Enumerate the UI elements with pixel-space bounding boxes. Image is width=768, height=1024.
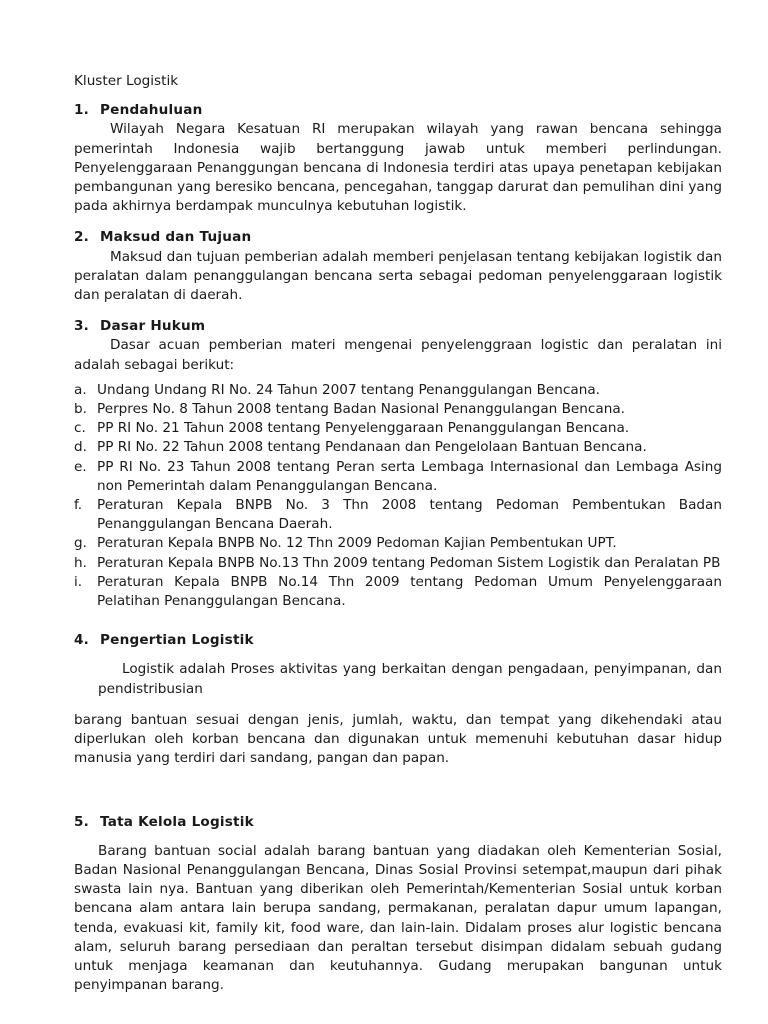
section-title: Maksud dan Tujuan — [100, 229, 252, 246]
section-number: 5. — [74, 813, 90, 830]
list-item — [74, 573, 722, 611]
list-marker: a. — [74, 381, 87, 398]
paragraph: Dasar acuan pemberian materi mengenai penyelenggraan logistic dan peralatan ini adalah sebagai berikut: — [74, 337, 722, 373]
document-title: Kluster Logistik — [74, 73, 179, 89]
section-number: 3. — [74, 318, 90, 335]
section-title: Tata Kelola Logistik — [100, 813, 254, 830]
section-heading — [74, 101, 722, 120]
list-item — [74, 496, 722, 534]
list-item-text: PP RI No. 21 Tahun 2008 tentang Penyelenggaraan Penanggulangan Bencana. — [97, 420, 630, 437]
section-heading — [74, 631, 722, 650]
paragraph: Logistik adalah Proses aktivitas yang berkaitan dengan pengadaan, penyimpanan, dan pendistribusian — [98, 661, 722, 697]
section-heading — [74, 228, 722, 247]
list-marker: h. — [74, 554, 87, 571]
section-number: 1. — [74, 102, 90, 119]
section-heading — [74, 813, 722, 832]
list-item-text: Perpres No. 8 Tahun 2008 tentang Badan Nasional Penanggulangan Bencana. — [97, 401, 625, 418]
list-item — [74, 554, 722, 573]
section-title: Pengertian Logistik — [100, 632, 254, 649]
list-item-text: PP RI No. 23 Tahun 2008 tentang Peran serta Lembaga Internasional dan Lembaga Asing non Pemerintah dalam Penanggulangan Bencana. — [97, 458, 722, 494]
paragraph: Maksud dan tujuan pemberian adalah memberi penjelasan tentang kebijakan logistik dan peralatan dalam penanggulangan bencana serta sebagai pedoman penyelenggaraan logistik dan peralatan di daerah. — [74, 248, 722, 304]
list-item — [74, 419, 722, 438]
section-maksud-tujuan — [74, 228, 722, 305]
list-item-text: Peraturan Kepala BNPB No. 12 Thn 2009 Pedoman Kajian Pembentukan UPT. — [97, 535, 617, 552]
list-item — [74, 381, 722, 400]
section-dasar-hukum — [74, 317, 722, 611]
list-marker: b. — [74, 401, 87, 418]
list-marker: i. — [74, 573, 83, 590]
section-pengertian-logistik — [74, 631, 722, 768]
list-item-text: Peraturan Kepala BNPB No.13 Thn 2009 tentang Pedoman Sistem Logistik dan Peralatan PB — [97, 554, 721, 571]
paragraph: Wilayah Negara Kesatuan RI merupakan wilayah yang rawan bencana sehingga pemerintah Indonesia wajib bertanggung jawab untuk memberi perlindungan. Penyelenggaraan Penanggungan bencana di Indonesia terdiri atas upaya penetapan kebijakan pembangunan yang beresiko bencana, pencegahan, tanggap darurat dan pemulihan dini yang pada akhirnya berdampak munculnya kebutuhan logistik. — [74, 121, 722, 215]
list-marker: d. — [74, 439, 87, 456]
list-item — [74, 458, 722, 496]
section-pendahuluan — [74, 101, 722, 216]
list-item-text: Peraturan Kepala BNPB No. 3 Thn 2008 tentang Pedoman Pembentukan Badan Penanggulangan Bencana Daerah. — [97, 497, 722, 533]
list-item — [74, 400, 722, 419]
section-title: Dasar Hukum — [100, 318, 206, 335]
list-item-text: PP RI No. 22 Tahun 2008 tentang Pendanaan dan Pengelolaan Bantuan Bencana. — [97, 439, 647, 456]
list-item-text: Undang Undang RI No. 24 Tahun 2007 tentang Penanggulangan Bencana. — [97, 381, 600, 398]
list-marker: g. — [74, 535, 87, 552]
section-title: Pendahuluan — [100, 102, 203, 119]
list-item — [74, 438, 722, 457]
list-item — [74, 534, 722, 553]
legal-basis-list — [74, 381, 722, 611]
section-heading — [74, 317, 722, 336]
paragraph: barang bantuan sesuai dengan jenis, jumlah, waktu, dan tempat yang dikehendaki atau diperlukan oleh korban bencana dan digunakan untuk memenuhi kebutuhan dasar hidup manusia yang terdiri dari sandang, pangan dan papan. — [74, 711, 722, 767]
section-number: 2. — [74, 229, 90, 246]
list-marker: c. — [74, 420, 86, 437]
list-item-text: Peraturan Kepala BNPB No.14 Thn 2009 tentang Pedoman Umum Penyelenggaraan Pelatihan Penanggulangan Bencana. — [97, 573, 722, 610]
list-marker: f. — [74, 497, 83, 514]
list-marker: e. — [74, 458, 87, 475]
paragraph: Barang bantuan social adalah barang bantuan yang diadakan oleh Kementerian Sosial, Badan Nasional Penanggulangan Bencana, Dinas Sosial Provinsi setempat,maupun dari pihak swasta lain nya. Bantuan yang diberikan oleh Pemerintah/Kementerian Sosial untuk korban bencana alam antara lain berupa sandang, permakanan, peralatan dapur umum lapangan, tenda, evakuasi kit, family kit, food ware, dan lain-lain. Didalam proses alur logistic bencana alam, seluruh barang persediaan dan peraltan tersebut disimpan didalam sebuah gudang untuk menjaga keamanan dan keutuhannya. Gudang merupakan bangunan untuk penyimpanan barang. — [74, 842, 722, 994]
section-number: 4. — [74, 632, 90, 649]
section-tata-kelola-logistik — [74, 813, 722, 996]
